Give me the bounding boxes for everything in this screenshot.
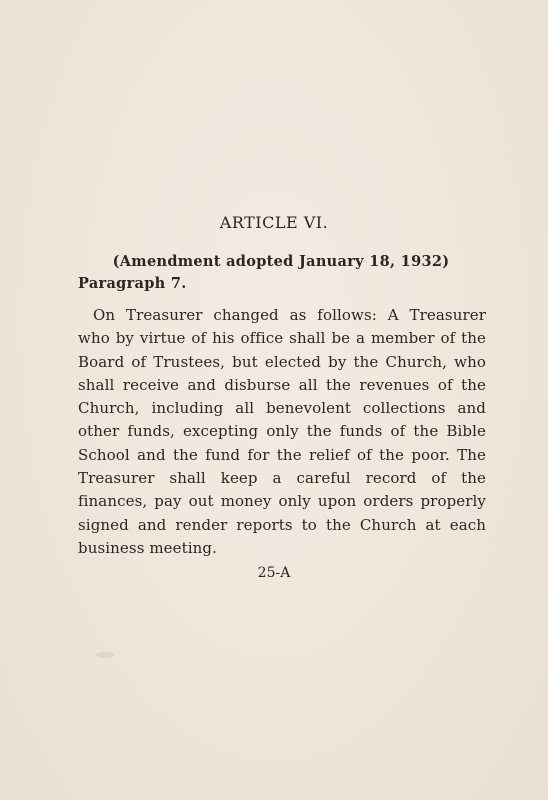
amendment-heading: (Amendment adopted January 18, 1932) [112,253,450,270]
body-paragraph: On Treasurer changed as follows: A Treasurer who by virtue of his office shall be a member of the Board of Trustees, but elected by the Church, who shall receive and disburse all the revenues of the Church, including all benevolent collections and other funds, excepting only the funds of the Bible School and the fund for the relief of the poor. The Treasurer shall keep a careful record of the finances, pay out money only upon orders properly signed and render reports to the Church at each business meeting. [78,306,486,557]
paper-smudge [96,652,114,658]
page-number: 25-A [257,565,291,581]
article-title: ARTICLE VI. [219,213,329,232]
paragraph-label: Paragraph 7. [78,275,187,292]
